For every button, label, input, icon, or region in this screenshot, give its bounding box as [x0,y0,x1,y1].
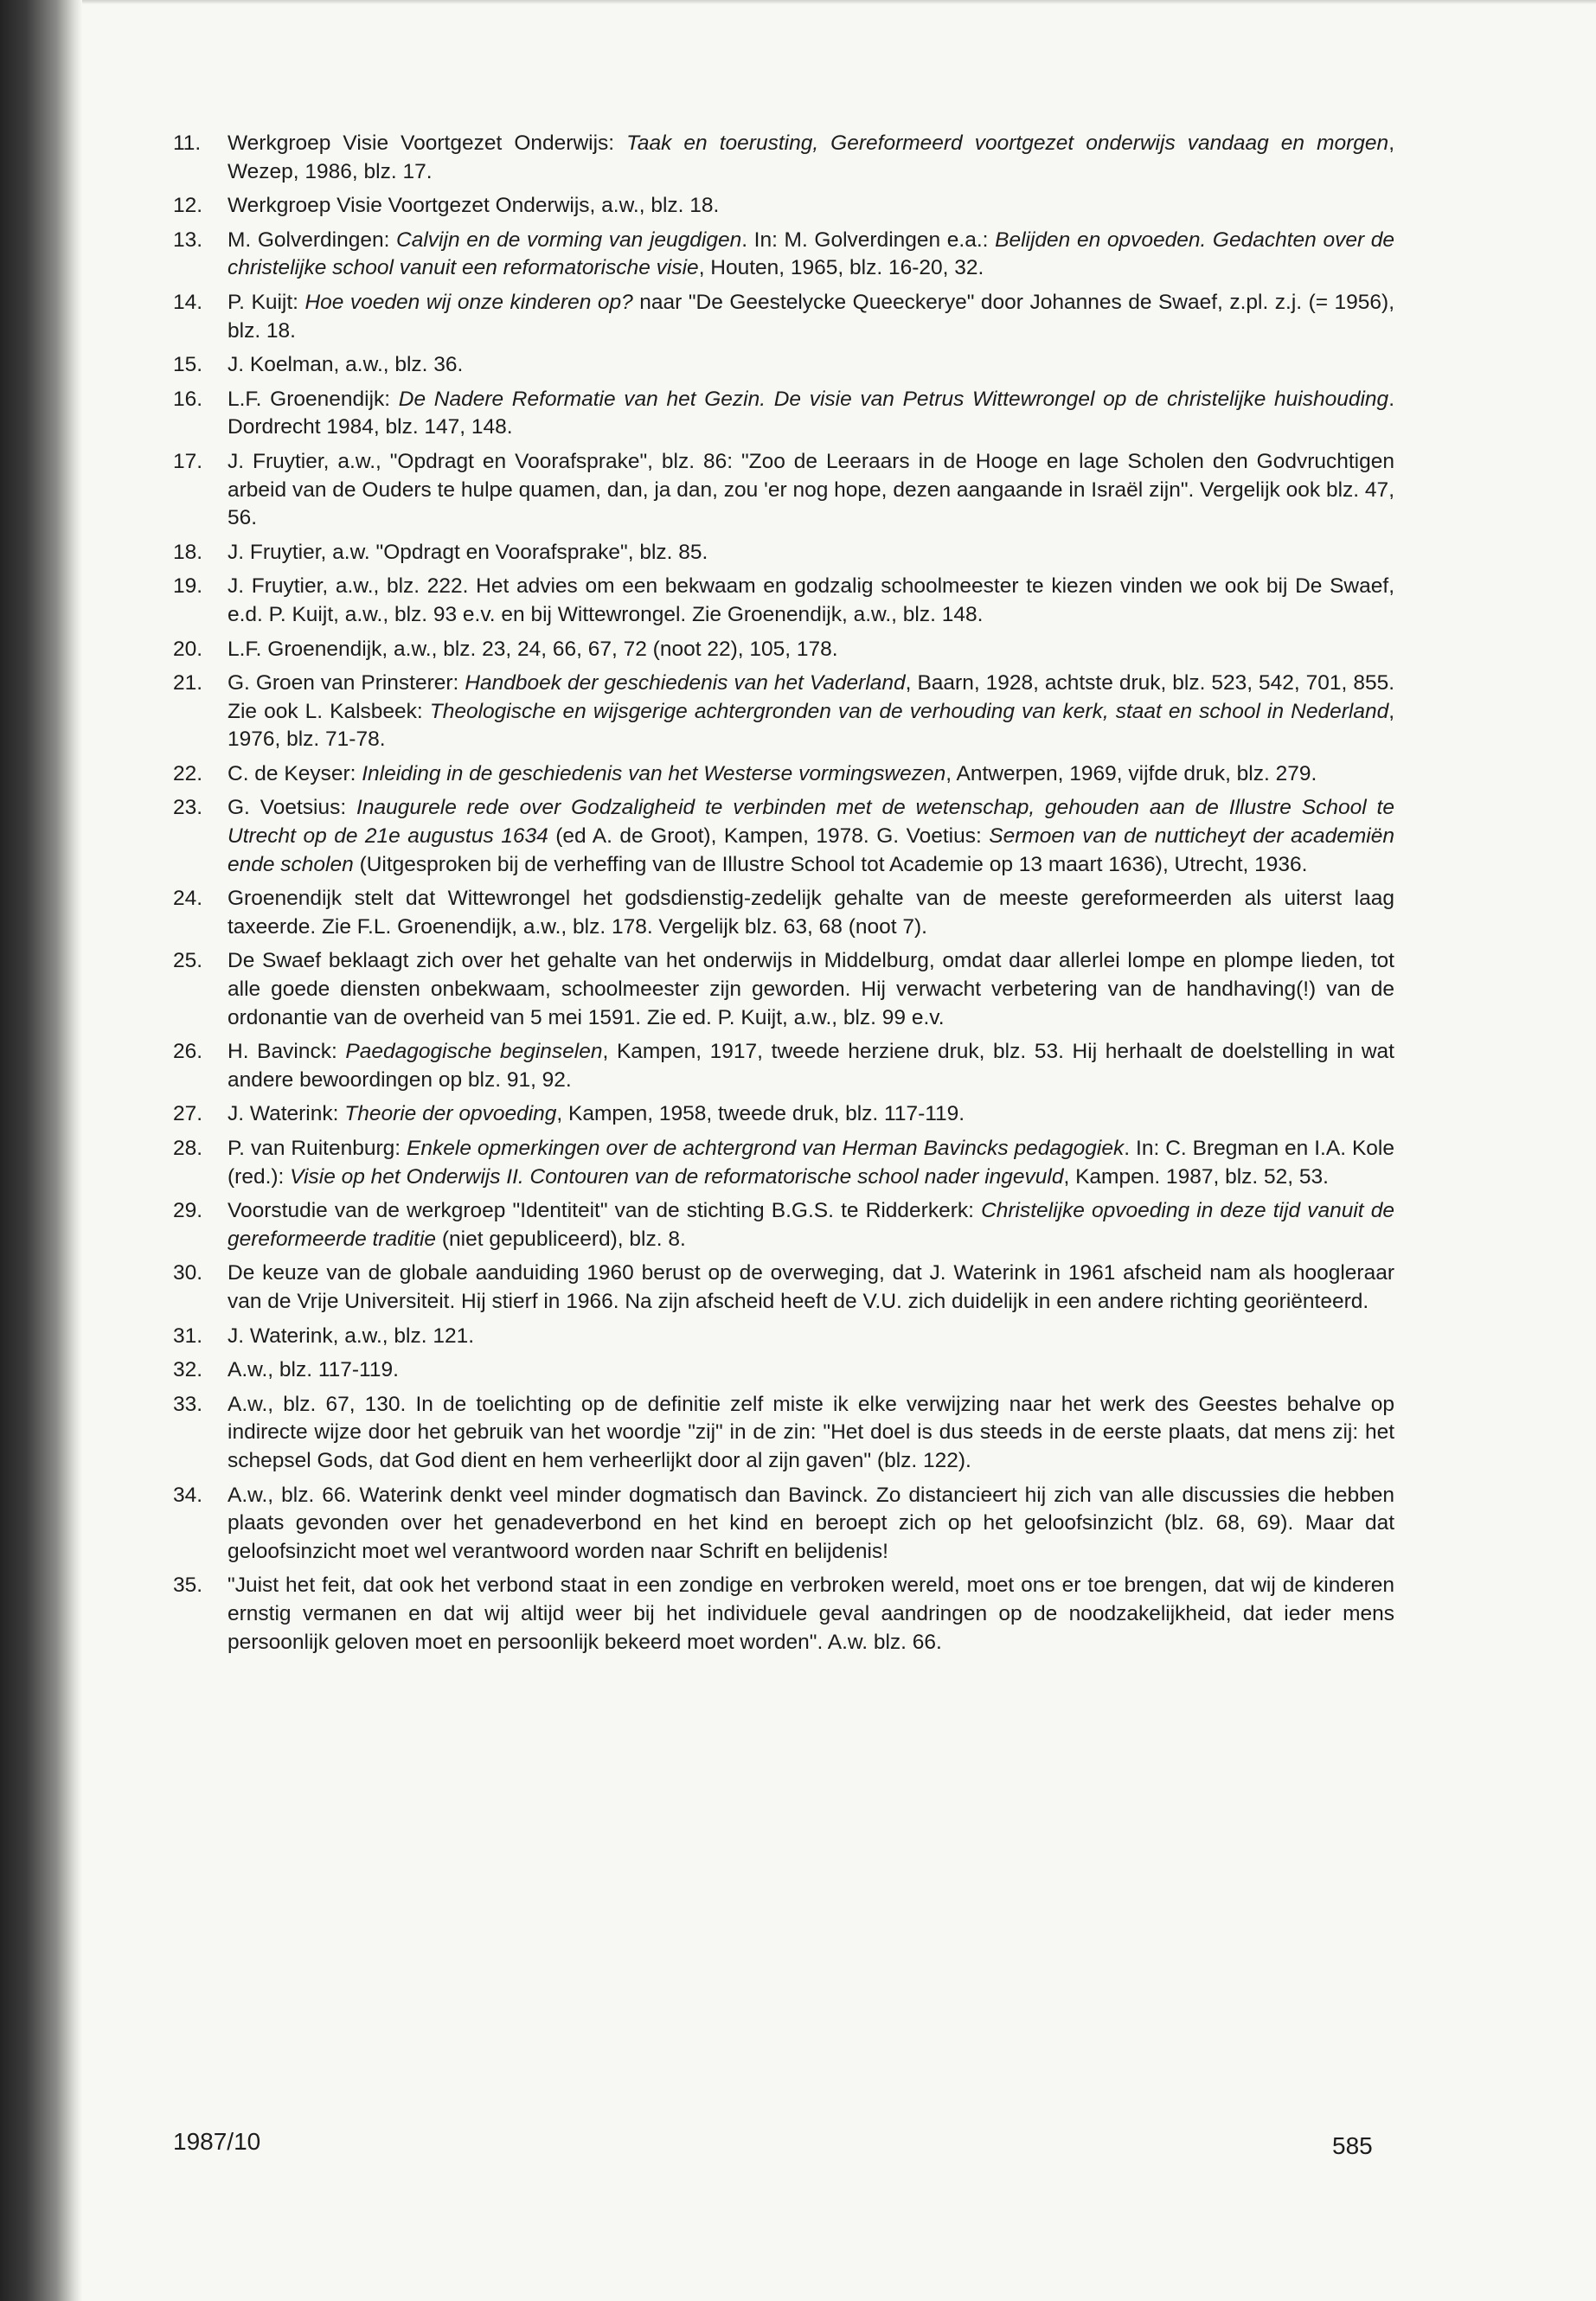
endnote-15 [173,351,1394,380]
endnote-number: 26. [173,1040,203,1064]
endnote-text: Groenendijk stelt dat Wittewrongel het godsdienstig-zedelijk gehalte van de meeste gereformeerden als uiterst laag taxeerde. Zie F.L. Groenendijk, a.w., blz. 178. Vergelijk blz. 63, 68 (noot 7). [228,887,1394,939]
endnote-number: 24. [173,887,203,911]
endnote-text: A.w., blz. 67, 130. In de toelichting op de definitie zelf miste ik elke verwijzing naar het werk des Geestes behalve op indirecte wijze door het gebruik van het woordje "zij" in de zin: "Het doel is dus steeds in de eerste plaats, dat mens zij: het schepsel Gods, dat God dient en hem verheerlijkt door al zijn gaven" (blz. 122). [228,1392,1394,1472]
endnote-text: J. Fruytier, a.w., blz. 222. Het advies om een bekwaam en godzalig schoolmeester te kiezen vinden we ook bij De Swaef, e.d. P. Kuijt, a.w., blz. 93 e.v. en bij Wittewrongel. Zie Groenendijk, a.w., blz. 148. [228,574,1394,626]
endnote-number: 20. [173,637,203,661]
endnote-25 [173,947,1394,1032]
endnote-number: 28. [173,1137,203,1160]
endnote-32 [173,1356,1394,1385]
endnote-number: 18. [173,540,203,564]
endnote-text: L.F. Groenendijk: De Nadere Reformatie van het Gezin. De visie van Petrus Wittewrongel op de christelijke huishouding. Dordrecht 1984, blz. 147, 148. [228,387,1394,439]
endnote-number: 19. [173,574,203,599]
endnote-number: 25. [173,949,203,973]
endnotes-list [173,130,1394,1663]
endnote-14 [173,289,1394,345]
endnote-number: 13. [173,228,203,252]
endnote-number: 21. [173,671,203,695]
endnote-26 [173,1038,1394,1094]
endnote-text: A.w., blz. 117-119. [228,1358,399,1382]
endnote-33 [173,1391,1394,1476]
endnote-text: J. Fruytier, a.w., "Opdragt en Voorafsprake", blz. 86: "Zoo de Leeraars in de Hooge en lage Scholen den Godvruchtigen arbeid van de Ouders te hulpe quamen, dan, ja dan, zou 'er nog hope, dezen aangaande in Israël zijn". Vergelijk ook blz. 47, 56. [228,449,1394,530]
endnote-number: 34. [173,1483,203,1507]
endnote-number: 12. [173,194,203,218]
endnote-number: 17. [173,449,203,473]
endnote-text: G. Voetsius: Inaugurele rede over Godzaligheid te verbinden met de wetenschap, gehouden aan de Illustre School te Utrecht op de 21e augustus 1634 (ed A. de Groot), Kampen, 1978. G. Voetius: Sermoen van de nutticheyt der academiën ende scholen (Uitgesproken bij de verheffing van de Illustre School tot Academie op 13 maart 1636), Utrecht, 1936. [228,796,1394,876]
endnote-number: 32. [173,1358,203,1382]
endnote-number: 33. [173,1392,203,1416]
endnote-35 [173,1572,1394,1657]
endnote-28 [173,1135,1394,1191]
endnote-number: 11. [173,131,202,155]
endnote-20 [173,636,1394,664]
scan-top-edge [82,0,1596,4]
endnote-23 [173,794,1394,879]
endnote-text: P. Kuijt: Hoe voeden wij onze kinderen op? naar "De Geestelycke Queeckerye" door Johannes de Swaef, z.pl. z.j. (= 1956), blz. 18. [228,290,1395,343]
scan-edge-shadow [0,0,82,2301]
endnote-number: 15. [173,353,203,377]
endnote-22 [173,760,1394,789]
endnote-text: Werkgroep Visie Voortgezet Onderwijs, a.w., blz. 18. [228,194,720,218]
endnote-31 [173,1323,1394,1351]
endnote-text: P. van Ruitenburg: Enkele opmerkingen over de achtergrond van Herman Bavincks pedagogiek. In: C. Bregman en I.A. Kole (red.): Visie op het Onderwijs II. Contouren van de reformatorische school nader ingevuld, Kampen. 1987, blz. 52, 53. [228,1137,1394,1189]
endnote-text: J. Fruytier, a.w. "Opdragt en Voorafsprake", blz. 85. [228,540,708,564]
endnote-number: 14. [173,290,203,314]
endnote-13 [173,227,1394,283]
issue-number: 1987/10 [173,2128,261,2155]
endnote-text: J. Koelman, a.w., blz. 36. [228,353,464,377]
endnote-16 [173,386,1394,442]
endnote-29 [173,1197,1394,1253]
endnote-text: J. Waterink, a.w., blz. 121. [228,1324,475,1348]
endnote-17 [173,448,1394,533]
endnote-text: G. Groen van Prinsterer: Handboek der geschiedenis van het Vaderland, Baarn, 1928, achtste druk, blz. 523, 542, 701, 855. Zie ook L. Kalsbeek: Theologische en wijsgerige achtergronden van de verhouding van kerk, staat en school in Nederland, 1976, blz. 71-78. [228,671,1395,752]
endnote-24 [173,885,1394,941]
endnote-text: C. de Keyser: Inleiding in de geschiedenis van het Westerse vormingswezen, Antwerpen, 1969, vijfde druk, blz. 279. [228,761,1317,785]
endnote-19 [173,573,1394,629]
page-number: 585 [1332,2132,1373,2159]
endnote-number: 31. [173,1324,203,1348]
endnote-27 [173,1100,1394,1129]
endnote-30 [173,1259,1394,1316]
endnote-34 [173,1482,1394,1567]
endnote-text: De keuze van de globale aanduiding 1960 berust op de overweging, dat J. Waterink in 1961 afscheid nam als hoogleraar van de Vrije Universiteit. Hij stierf in 1966. Na zijn afscheid heeft de V.U. zich duidelijk in een andere richting georiënteerd. [228,1261,1394,1313]
endnote-text: "Juist het feit, dat ook het verbond staat in een zondige en verbroken wereld, moet ons er toe brengen, dat wij de kinderen ernstig vermanen en dat wij altijd weer bij het individuele geval aandringen op de noodzakelijkheid, dat ieder mens persoonlijk geloven moet en persoonlijk bekeerd moet worden". A.w. blz. 66. [228,1574,1394,1654]
endnote-number: 23. [173,796,203,820]
endnote-text: L.F. Groenendijk, a.w., blz. 23, 24, 66, 67, 72 (noot 22), 105, 178. [228,637,838,661]
endnote-number: 16. [173,387,203,411]
endnote-number: 27. [173,1102,203,1126]
endnote-18 [173,539,1394,567]
endnote-text: H. Bavinck: Paedagogische beginselen, Kampen, 1917, tweede herziene druk, blz. 53. Hij herhaalt de doelstelling in wat andere bewoordingen op blz. 91, 92. [228,1040,1394,1092]
endnote-12 [173,192,1394,221]
endnote-number: 22. [173,761,203,785]
endnote-text: A.w., blz. 66. Waterink denkt veel minder dogmatisch dan Bavinck. Zo distancieert hij zich van alle discussies die hebben plaats gevonden over het genadeverbond en het kind en beroept zich op het geloofsinzicht (blz. 68, 69). Maar dat geloofsinzicht moet wel verantwoord worden naar Schrift en belijdenis! [228,1483,1394,1563]
endnote-text: M. Golverdingen: Calvijn en de vorming van jeugdigen. In: M. Golverdingen e.a.: Belijden en opvoeden. Gedachten over de christelijke school vanuit een reformatorische visie, Houten, 1965, blz. 16-20, 32. [228,228,1394,280]
endnote-text: J. Waterink: Theorie der opvoeding, Kampen, 1958, tweede druk, blz. 117-119. [228,1102,965,1126]
endnote-11 [173,130,1394,186]
endnote-text: Werkgroep Visie Voortgezet Onderwijs: Taak en toerusting, Gereformeerd voortgezet onderwijs vandaag en morgen, Wezep, 1986, blz. 17. [228,131,1394,183]
endnote-number: 30. [173,1261,203,1285]
endnote-21 [173,670,1394,754]
endnote-text: Voorstudie van de werkgroep "Identiteit" van de stichting B.G.S. te Ridderkerk: Christelijke opvoeding in deze tijd vanuit de gereformeerde traditie (niet gepubliceerd), blz. 8. [228,1199,1395,1251]
endnote-number: 29. [173,1199,203,1223]
endnote-number: 35. [173,1574,203,1598]
endnote-text: De Swaef beklaagt zich over het gehalte van het onderwijs in Middelburg, omdat daar allerlei lompe en plompe lieden, tot alle goede diensten onbekwaam, schoolmeester zijn geworden. Hij verwacht verbetering van de handhaving(!) van de ordonantie van de overheid van 5 mei 1591. Zie ed. P. Kuijt, a.w., blz. 99 e.v. [228,949,1394,1029]
